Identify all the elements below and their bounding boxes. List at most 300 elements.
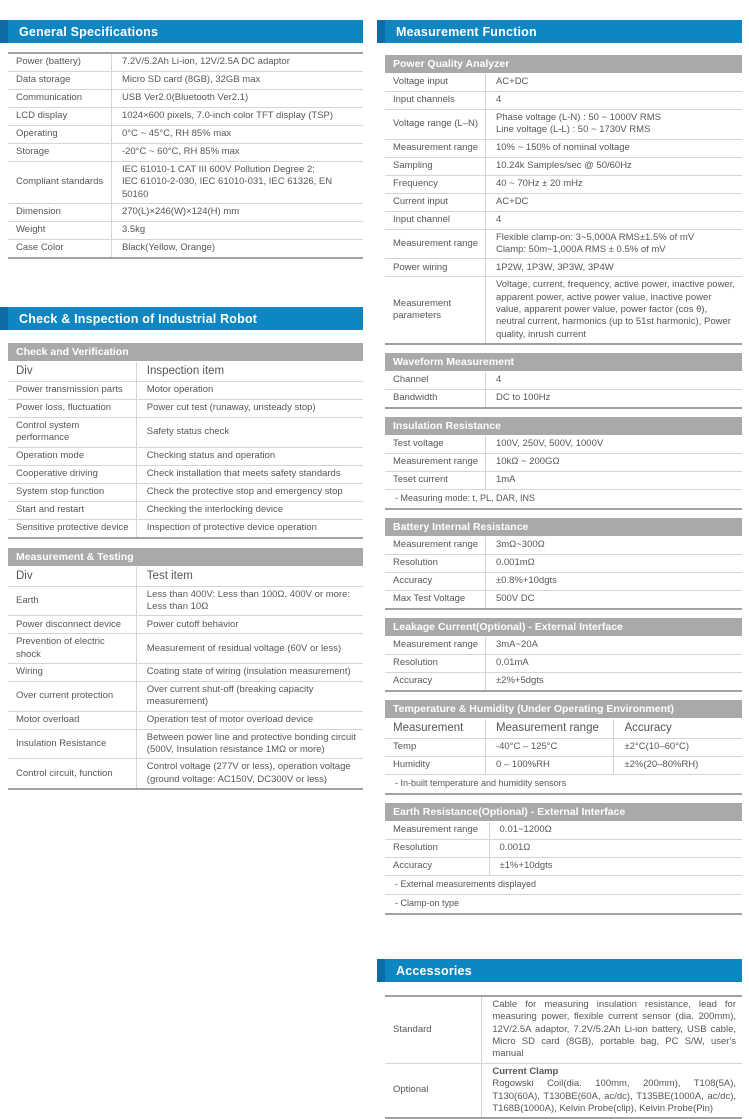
table-row bbox=[8, 501, 363, 519]
cell-text: Check installation that meets safety standards bbox=[146, 468, 341, 480]
cell-text: Measurement range bbox=[393, 142, 479, 154]
cell-text: System stop function bbox=[16, 486, 105, 498]
table-footnote: - Clamp-on type bbox=[385, 894, 742, 913]
spec-value bbox=[136, 418, 363, 447]
cell-text: Test item bbox=[146, 569, 193, 582]
spec-value bbox=[136, 382, 363, 399]
spec-value bbox=[111, 162, 363, 203]
spec-label bbox=[385, 472, 485, 489]
subsection-band-title: Insulation Resistance bbox=[385, 417, 742, 435]
spec-value bbox=[485, 655, 742, 672]
spec-table bbox=[385, 372, 742, 409]
column-header bbox=[485, 719, 614, 738]
cell-text: Clamp: 50m~1,000A RMS ± 0.5% of mV bbox=[495, 244, 666, 256]
cell-text: ±2°C(10–60°C) bbox=[624, 741, 690, 753]
cell-text: IEC 61010-2-030, IEC 61010-031, IEC 61326, EN 50160 bbox=[121, 176, 333, 200]
cell-text: 4 bbox=[495, 374, 502, 386]
table-row bbox=[8, 465, 363, 483]
spec-value bbox=[485, 158, 742, 175]
cell-text: Accuracy bbox=[624, 722, 672, 735]
table-row bbox=[385, 1063, 742, 1117]
cell-text: Wiring bbox=[16, 666, 43, 678]
cell-text: parameters bbox=[393, 310, 442, 322]
table-row bbox=[385, 839, 742, 857]
cell-text: Control system performance bbox=[16, 420, 80, 444]
cell-text: Div bbox=[16, 365, 33, 378]
spec-value bbox=[485, 757, 614, 774]
cell-text: 3.5kg bbox=[121, 224, 146, 236]
cell-text: Measurement range bbox=[495, 722, 599, 735]
cell-text: AC+DC bbox=[495, 196, 529, 208]
spec-label bbox=[8, 466, 136, 483]
spec-label bbox=[385, 74, 485, 91]
cell-text: (500V, Insulation resistance 1MΩ or more) bbox=[146, 744, 325, 756]
spec-value bbox=[111, 204, 363, 221]
spec-label bbox=[8, 616, 136, 633]
cell-text: Power transmission parts bbox=[16, 384, 123, 396]
subsection-band-title: Power Quality Analyzer bbox=[385, 55, 742, 73]
cell-text: Coating state of wiring (insulation measurement) bbox=[146, 666, 351, 678]
cell-text: Start and restart bbox=[16, 504, 85, 516]
cell-text: Accuracy bbox=[393, 860, 433, 872]
column-header bbox=[8, 362, 136, 381]
cell-text: Control voltage (277V or less), operation voltage bbox=[146, 761, 351, 773]
cell-text: Voltage input bbox=[393, 76, 448, 88]
table-row bbox=[8, 711, 363, 729]
table-row bbox=[8, 483, 363, 501]
spec-value bbox=[485, 537, 742, 554]
table-footnote: - Measuring mode: t, PL, DAR, INS bbox=[385, 489, 742, 508]
cell-text: Power disconnect device bbox=[16, 618, 122, 630]
table-row bbox=[8, 239, 363, 257]
spec-value bbox=[111, 72, 363, 89]
spec-value bbox=[485, 739, 614, 756]
spec-value bbox=[136, 520, 363, 537]
spec-label bbox=[385, 277, 485, 343]
spec-value bbox=[485, 194, 742, 211]
subsection-band-title: Measurement & Testing bbox=[8, 548, 363, 566]
cell-text: ±2%+5dgts bbox=[495, 675, 544, 687]
spec-label bbox=[385, 230, 485, 259]
cell-text: 0.001Ω bbox=[499, 842, 531, 854]
column-header bbox=[136, 362, 363, 381]
table-row bbox=[8, 519, 363, 537]
cell-text: Micro SD card (8GB), 32GB max bbox=[121, 74, 261, 86]
cell-text: Power (battery) bbox=[16, 56, 81, 68]
cell-text: Operating bbox=[16, 128, 58, 140]
table-row bbox=[385, 822, 742, 839]
section-title: General Specifications bbox=[19, 24, 159, 39]
table-row bbox=[8, 586, 363, 616]
cell-text: Inspection of protective device operation bbox=[146, 522, 317, 534]
table-row bbox=[385, 997, 742, 1063]
spec-label bbox=[8, 664, 136, 681]
cell-text: Less than 400V: Less than 100Ω, 400V or more: Less than 10Ω bbox=[146, 588, 351, 613]
table-footnote: - External measurements displayed bbox=[385, 875, 742, 894]
cell-text: Cooperative driving bbox=[16, 468, 98, 480]
cell-text: Line voltage (L-L) : 50 ~ 1730V RMS bbox=[495, 124, 651, 136]
cell-text: Checking status and operation bbox=[146, 450, 276, 462]
spec-label bbox=[385, 858, 489, 875]
cell-text: Sensitive protective device bbox=[16, 522, 129, 534]
spec-label bbox=[385, 673, 485, 690]
table-row bbox=[8, 89, 363, 107]
cell-text: ±0.8%+10dgts bbox=[495, 575, 557, 587]
column-header bbox=[385, 719, 485, 738]
temperature-humidity-table bbox=[385, 700, 742, 795]
table-footnote: - In-built temperature and humidity sensors bbox=[385, 774, 742, 793]
spec-label bbox=[385, 840, 489, 857]
cell-text: 0.01mA bbox=[495, 657, 529, 669]
spec-value bbox=[136, 664, 363, 681]
cell-text: Measurement range bbox=[393, 639, 479, 651]
table-row bbox=[8, 107, 363, 125]
cell-text: Power cut test (runaway, unsteady stop) bbox=[146, 402, 316, 414]
spec-table bbox=[8, 567, 363, 790]
spec-value bbox=[485, 74, 742, 91]
section-header-accessories bbox=[377, 959, 742, 982]
spec-label bbox=[8, 730, 136, 759]
table-header-row bbox=[385, 719, 742, 738]
spec-value bbox=[111, 222, 363, 239]
table-header-row bbox=[8, 362, 363, 381]
table-row bbox=[8, 615, 363, 633]
table-row bbox=[385, 372, 742, 389]
table-row bbox=[385, 572, 742, 590]
cell-text: Resolution bbox=[393, 657, 438, 669]
spec-table bbox=[385, 74, 742, 345]
subsection-band-title: Temperature & Humidity (Under Operating Environment) bbox=[385, 700, 742, 718]
table-row bbox=[385, 139, 742, 157]
spec-value bbox=[136, 730, 363, 759]
table-row bbox=[385, 590, 742, 608]
cell-text: Over current shut-off (breaking capacity measurement) bbox=[146, 684, 314, 708]
cell-text: Humidity bbox=[393, 759, 430, 771]
spec-value bbox=[136, 759, 363, 788]
cell-text: 7.2V/5.2Ah Li-ion, 12V/2.5A DC adaptor bbox=[121, 56, 290, 68]
cell-text: Measurement range bbox=[393, 456, 479, 468]
spec-value bbox=[485, 140, 742, 157]
table-row bbox=[8, 663, 363, 681]
section-title: Check & Inspection of Industrial Robot bbox=[19, 311, 258, 326]
spec-value bbox=[613, 739, 742, 756]
spec-label bbox=[385, 655, 485, 672]
spec-value bbox=[111, 240, 363, 257]
cell-text: Operation mode bbox=[16, 450, 85, 462]
spec-label bbox=[8, 162, 111, 203]
leakage-current-table bbox=[385, 618, 742, 692]
spec-value bbox=[136, 587, 363, 616]
spec-label bbox=[8, 240, 111, 257]
subsection-band-title: Earth Resistance(Optional) - External Interface bbox=[385, 803, 742, 821]
spec-label bbox=[8, 54, 111, 71]
spec-table bbox=[8, 52, 363, 259]
check-and-verification-table bbox=[8, 343, 363, 539]
table-row bbox=[385, 436, 742, 453]
cell-text: 10kΩ ~ 200GΩ bbox=[495, 456, 560, 468]
general-specifications-table bbox=[8, 52, 363, 259]
subsection-band-title: Check and Verification bbox=[8, 343, 363, 361]
table-row bbox=[385, 738, 742, 756]
insulation-resistance-table bbox=[385, 417, 742, 510]
cell-text: Measurement bbox=[393, 297, 452, 309]
spec-value bbox=[489, 840, 742, 857]
cell-text: (ground voltage: AC150V, DC300V or less) bbox=[146, 773, 328, 785]
spec-value bbox=[485, 110, 742, 139]
spec-table bbox=[385, 995, 742, 1119]
cell-text: Motor operation bbox=[146, 384, 214, 396]
cell-text: 10.24k Samples/sec @ 50/60Hz bbox=[495, 160, 632, 172]
table-row bbox=[385, 109, 742, 139]
cell-text: -40°C – 125°C bbox=[495, 741, 558, 753]
table-row bbox=[385, 654, 742, 672]
table-row bbox=[385, 193, 742, 211]
cell-text: Checking the interlocking device bbox=[146, 504, 284, 516]
cell-text: Communication bbox=[16, 92, 82, 104]
spec-value bbox=[485, 390, 742, 407]
cell-text: Resolution bbox=[393, 557, 438, 569]
table-row bbox=[385, 211, 742, 229]
cell-text: 0.001mΩ bbox=[495, 557, 535, 569]
cell-text: 4 bbox=[495, 214, 502, 226]
cell-text: Measurement range bbox=[393, 539, 479, 551]
spec-table bbox=[385, 537, 742, 610]
spec-table bbox=[385, 637, 742, 692]
cell-text: 3mΩ~300Ω bbox=[495, 539, 545, 551]
spec-label bbox=[385, 212, 485, 229]
spec-label bbox=[385, 739, 485, 756]
cell-text: Black(Yellow, Orange) bbox=[121, 242, 216, 254]
cell-text: Motor overload bbox=[16, 714, 80, 726]
accessories-table bbox=[385, 995, 742, 1119]
spec-label bbox=[385, 573, 485, 590]
spec-value bbox=[481, 1064, 742, 1117]
subsection-band-title: Leakage Current(Optional) - External Interface bbox=[385, 618, 742, 636]
waveform-measurement-table bbox=[385, 353, 742, 409]
table-row bbox=[8, 758, 363, 788]
spec-label bbox=[8, 222, 111, 239]
spec-value bbox=[485, 637, 742, 654]
cell-text: Insulation Resistance bbox=[16, 737, 107, 749]
column-header bbox=[136, 567, 363, 586]
spec-label bbox=[385, 194, 485, 211]
cell-text: 1mA bbox=[495, 474, 516, 486]
table-row bbox=[385, 175, 742, 193]
table-row bbox=[8, 417, 363, 447]
right-column bbox=[385, 20, 742, 1119]
cell-text: Resolution bbox=[393, 842, 438, 854]
cell-text: Measurement range bbox=[393, 237, 479, 249]
spec-label bbox=[8, 72, 111, 89]
spec-label bbox=[8, 144, 111, 161]
table-row bbox=[385, 74, 742, 91]
spec-value bbox=[485, 454, 742, 471]
table-row bbox=[385, 229, 742, 259]
spec-value bbox=[485, 230, 742, 259]
measurement-and-testing-table bbox=[8, 548, 363, 790]
table-row bbox=[8, 729, 363, 759]
cell-text: Power cutoff behavior bbox=[146, 618, 239, 630]
subsection-band-title: Waveform Measurement bbox=[385, 353, 742, 371]
cell-text: 4 bbox=[495, 94, 502, 106]
cell-text: Optional bbox=[393, 1084, 429, 1096]
cell-text: 0.01~1200Ω bbox=[499, 824, 552, 836]
spec-label bbox=[8, 90, 111, 107]
spec-value bbox=[111, 126, 363, 143]
spec-value bbox=[111, 90, 363, 107]
spec-label bbox=[8, 484, 136, 501]
spec-label bbox=[385, 537, 485, 554]
spec-label bbox=[8, 682, 136, 711]
cell-text: Storage bbox=[16, 146, 50, 158]
spec-label bbox=[8, 759, 136, 788]
cell-text: Check the protective stop and emergency stop bbox=[146, 486, 343, 498]
spec-label bbox=[385, 390, 485, 407]
cell-text: Temp bbox=[393, 741, 417, 753]
spec-value bbox=[485, 259, 742, 276]
cell-text: 0°C ~ 45°C, RH 85% max bbox=[121, 128, 232, 140]
cell-text: Rogowski Coil(dia. 100mm, 200mm), T108(5A), T130(60A), T130BE(60A, ac/dc), T135BE(1000A, ac/dc), T168B(1000A), Kelvin Probe(clip), Kelvin Probe(Pin) bbox=[492, 1078, 736, 1114]
spec-label bbox=[385, 757, 485, 774]
spec-label bbox=[385, 176, 485, 193]
spec-value bbox=[485, 277, 742, 343]
spec-value bbox=[136, 484, 363, 501]
cell-text: -20°C ~ 60°C, RH 85% max bbox=[121, 146, 240, 158]
table-row bbox=[385, 756, 742, 774]
cell-text: Power wiring bbox=[393, 261, 448, 273]
spec-value bbox=[485, 673, 742, 690]
table-row bbox=[8, 143, 363, 161]
cell-text: 1P2W, 1P3W, 3P3W, 3P4W bbox=[495, 261, 614, 273]
cell-text: ±2%(20–80%RH) bbox=[624, 759, 699, 771]
cell-text: Test voltage bbox=[393, 438, 444, 450]
spec-value bbox=[485, 555, 742, 572]
cell-bold-title: Current Clamp bbox=[492, 1065, 559, 1077]
table-row bbox=[8, 221, 363, 239]
cell-text: 1024×600 pixels, 7.0-inch color TFT display (TSP) bbox=[121, 110, 334, 122]
section-title: Measurement Function bbox=[396, 24, 537, 39]
table-row bbox=[385, 453, 742, 471]
table-row bbox=[8, 125, 363, 143]
section-title: Accessories bbox=[396, 963, 472, 978]
cell-text: Inspection item bbox=[146, 365, 225, 378]
table-row bbox=[385, 554, 742, 572]
spec-value bbox=[485, 372, 742, 389]
cell-text: 100V, 250V, 500V, 1000V bbox=[495, 438, 604, 450]
spec-value bbox=[136, 502, 363, 519]
cell-text: Measurement of residual voltage (60V or less) bbox=[146, 642, 342, 654]
cell-text: Compliant standards bbox=[16, 176, 104, 188]
cell-text: Over current protection bbox=[16, 690, 114, 702]
table-row bbox=[385, 91, 742, 109]
spec-value bbox=[481, 997, 742, 1063]
spec-label bbox=[8, 418, 136, 447]
spec-value bbox=[485, 436, 742, 453]
spec-value bbox=[485, 92, 742, 109]
table-row bbox=[385, 637, 742, 654]
cell-text: 3mA~20A bbox=[495, 639, 538, 651]
spec-label bbox=[385, 372, 485, 389]
column-header bbox=[8, 567, 136, 586]
section-header-general-specifications bbox=[0, 20, 363, 43]
cell-text: Teset current bbox=[393, 474, 448, 486]
table-row bbox=[8, 681, 363, 711]
spec-value bbox=[136, 448, 363, 465]
cell-text: Power loss, fluctuation bbox=[16, 402, 112, 414]
table-row bbox=[8, 633, 363, 663]
spec-label bbox=[385, 140, 485, 157]
spec-label bbox=[8, 520, 136, 537]
spec-table bbox=[385, 822, 742, 915]
spec-label bbox=[8, 382, 136, 399]
column-header bbox=[613, 719, 742, 738]
cell-text: Input channels bbox=[393, 94, 455, 106]
cell-text: 40 ~ 70Hz ± 20 mHz bbox=[495, 178, 583, 190]
cell-text: 10% ~ 150% of nominal voltage bbox=[495, 142, 630, 154]
cell-text: Div bbox=[16, 569, 33, 582]
table-row bbox=[385, 389, 742, 407]
spec-label bbox=[8, 448, 136, 465]
cell-text: Weight bbox=[16, 224, 46, 236]
spec-value bbox=[136, 400, 363, 417]
spec-value bbox=[136, 466, 363, 483]
table-row bbox=[385, 857, 742, 875]
spec-label bbox=[385, 997, 481, 1063]
spec-label bbox=[385, 92, 485, 109]
spec-table bbox=[385, 436, 742, 510]
cell-text: Frequency bbox=[393, 178, 438, 190]
cell-text: Phase voltage (L-N) : 50 ~ 1000V RMS bbox=[495, 112, 661, 123]
cell-text: Voltage range (L–N) bbox=[393, 118, 479, 130]
cell-text: ±1%+10dgts bbox=[499, 860, 553, 872]
cell-text: Dimension bbox=[16, 206, 61, 218]
spec-label bbox=[8, 712, 136, 729]
spec-label bbox=[8, 204, 111, 221]
table-row bbox=[385, 537, 742, 554]
spec-label bbox=[8, 126, 111, 143]
spec-label bbox=[8, 400, 136, 417]
section-header-measurement-function bbox=[377, 20, 742, 43]
spec-label bbox=[385, 591, 485, 608]
table-row bbox=[385, 471, 742, 489]
spec-label bbox=[385, 110, 485, 139]
power-quality-analyzer-table bbox=[385, 55, 742, 345]
cell-text: Max Test Voltage bbox=[393, 593, 466, 605]
spec-value bbox=[136, 682, 363, 711]
table-row bbox=[8, 54, 363, 71]
left-column bbox=[8, 20, 363, 1119]
spec-value bbox=[485, 573, 742, 590]
cell-text: Between power line and protective bonding circuit bbox=[146, 731, 356, 743]
table-row bbox=[385, 258, 742, 276]
table-row bbox=[385, 672, 742, 690]
cell-text: Input channel bbox=[393, 214, 451, 226]
spec-label bbox=[385, 436, 485, 453]
cell-text: Standard bbox=[393, 1023, 432, 1035]
cell-text: Safety status check bbox=[146, 426, 230, 438]
spec-label bbox=[8, 502, 136, 519]
spec-value bbox=[136, 634, 363, 663]
spec-label bbox=[8, 108, 111, 125]
cell-text: Data storage bbox=[16, 74, 71, 86]
spec-value bbox=[111, 108, 363, 125]
cell-text: Measurement bbox=[393, 722, 464, 735]
table-row bbox=[8, 381, 363, 399]
spec-label bbox=[8, 634, 136, 663]
subsection-band-title: Battery Internal Resistance bbox=[385, 518, 742, 536]
cell-text: Operation test of motor overload device bbox=[146, 714, 314, 726]
spec-label bbox=[8, 587, 136, 616]
